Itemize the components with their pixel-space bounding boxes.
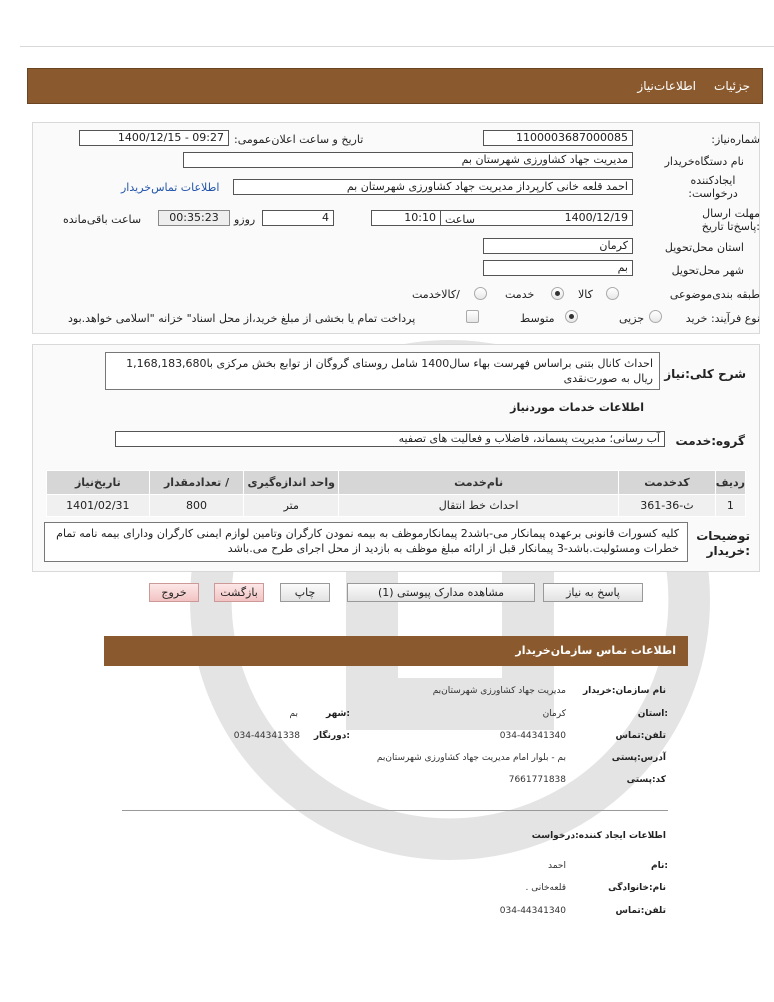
- summary-text-field: احداث کانال بتنی براساس فهرست بهاء سال1400 شامل روستای گروگان از توابع بخش مرکزی با1,168,183,680 ریال به صورت‌نقدی: [105, 352, 660, 390]
- contact-address-label: آدرس:پستی: [611, 753, 666, 763]
- deadline-time-label: ساعت: [445, 213, 475, 226]
- cell-service-name: احداث خط انتقال: [339, 495, 619, 517]
- buyer-notes-label: توضیحات :خریدار: [696, 529, 750, 558]
- process-partial-label: جزیی: [619, 312, 645, 325]
- creator-family-value: قلعه‌خانی .: [525, 883, 566, 893]
- process-medium-label: متوسط: [520, 312, 555, 325]
- buyer-contact-bar: [104, 636, 688, 666]
- process-medium-radio[interactable]: [565, 310, 578, 323]
- creator-family-label: نام:خانوادگی: [608, 883, 666, 893]
- exit-button[interactable]: خروج: [149, 583, 199, 602]
- cell-quantity: 800: [149, 495, 244, 517]
- tab-details[interactable]: جزئیات: [714, 79, 750, 93]
- province-field: کرمان: [483, 238, 633, 254]
- buyer-notes-field: کلیه کسورات قانونی برعهده پیمانکار می-باشد2 پیمانکارموظف به بیمه نمودن کارگران وتامین لوازم ایمنی کارگران ودارای بیمه نامه تمام خطرات ومسئولیت.باشد-3 پیمانکار قبل از ارائه مبلغ موظف به بازدید از محل اجرای طرح می.باشد: [44, 522, 688, 562]
- creator-name-label: :نام: [651, 861, 668, 871]
- section-divider: [122, 810, 668, 811]
- th-service-name: نام‌خدمت: [339, 471, 619, 495]
- category-goods-service-radio[interactable]: [474, 287, 487, 300]
- service-group-label: گروه:خدمت: [675, 434, 745, 448]
- announce-datetime-field: 1400/12/15 - 09:27: [79, 130, 229, 146]
- city-label: شهر محل‌تحویل: [671, 264, 744, 277]
- need-number-label: شماره‌نیاز:: [711, 133, 760, 146]
- treasury-payment-label: پرداخت تمام یا بخشی از مبلغ خرید،از محل اسناد" خزانه "اسلامی خواهد.بود: [68, 312, 416, 325]
- services-title: اطلاعات خدمات موردنیاز: [510, 401, 644, 414]
- creator-phone-label: تلفن:تماس: [615, 906, 666, 916]
- th-row: ردیف: [715, 471, 745, 495]
- th-quantity: / تعدادمقدار: [149, 471, 244, 495]
- reply-button[interactable]: پاسخ به نیاز: [543, 583, 643, 602]
- creator-info-title: اطلاعات ایجاد کننده:درخواست: [531, 831, 666, 841]
- th-need-date: تاریخ‌نیاز: [47, 471, 150, 495]
- services-table: [46, 470, 746, 517]
- days-label: روزو: [234, 213, 256, 226]
- buyer-org-field: مدیریت جهاد کشاورزی شهرستان بم: [183, 152, 633, 168]
- back-button[interactable]: بازگشت: [214, 583, 264, 602]
- city-field: بم: [483, 260, 633, 276]
- print-button[interactable]: چاپ: [280, 583, 330, 602]
- th-service-code: کدخدمت: [619, 471, 716, 495]
- category-service-label: خدمت: [505, 288, 535, 301]
- attachments-button[interactable]: مشاهده مدارک پیوستی (1): [347, 583, 535, 602]
- contact-city-label: :شهر: [326, 709, 350, 719]
- header-bar: [27, 68, 763, 104]
- category-goods-service-label: /کالاخدمت: [412, 288, 460, 301]
- category-goods-radio[interactable]: [606, 287, 619, 300]
- contact-address-value: بم - بلوار امام مدیریت جهاد کشاورزی شهرستان‌بم: [376, 753, 566, 763]
- remaining-time-field: 00:35:23: [158, 210, 230, 226]
- announce-datetime-label: تاریخ و ساعت اعلان‌عمومی:: [234, 133, 364, 146]
- cell-row: 1: [715, 495, 745, 517]
- creator-label: ایجادکننده درخواست:: [688, 174, 738, 200]
- buyer-contact-link[interactable]: اطلاعات تماس‌خریدار: [121, 181, 220, 194]
- category-goods-label: کالا: [578, 288, 593, 301]
- treasury-payment-checkbox[interactable]: [466, 310, 479, 323]
- reply-deadline-label: مهلت ارسال :پاسخ‌تا تاریخ: [701, 207, 760, 233]
- contact-fax-label: :دورنگار: [313, 731, 350, 741]
- need-number-field: 1100003687000085: [483, 130, 633, 146]
- category-label: طبقه بندی‌موضوعی: [669, 288, 760, 301]
- top-divider: [20, 46, 774, 47]
- summary-label: شرح کلی:نیاز: [664, 367, 746, 381]
- contact-phone-value: 034-44341340: [499, 731, 566, 741]
- deadline-time-field: 10:10: [371, 210, 441, 226]
- th-unit: واحد اندازه‌گیری: [244, 471, 339, 495]
- table-header-row: [47, 471, 746, 495]
- contact-org-value: مدیریت جهاد کشاورزی شهرستان‌بم: [432, 686, 566, 696]
- creator-name-value: احمد: [548, 861, 566, 871]
- contact-phone-label: تلفن:تماس: [615, 731, 666, 741]
- buyer-contact-title: اطلاعات تماس سازمان‌خریدار: [515, 644, 676, 657]
- contact-postal-value: 7661771838: [508, 775, 566, 785]
- creator-field: احمد قلعه خانی کارپرداز مدیریت جهاد کشاورزی شهرستان بم: [233, 179, 633, 195]
- creator-phone-value: 034-44341340: [499, 906, 566, 916]
- cell-service-code: ث-36-361: [619, 495, 716, 517]
- days-field: 4: [262, 210, 334, 226]
- service-group-field: آب رسانی؛ مدیریت پسماند، فاضلاب و فعالیت های تصفیه: [115, 431, 665, 447]
- process-type-label: نوع فرآیند: خرید: [685, 312, 760, 325]
- contact-org-label: نام سازمان:خریدار: [582, 686, 666, 696]
- table-row: [47, 495, 746, 517]
- contact-province-value: کرمان: [542, 709, 566, 719]
- remaining-time-label: ساعت باقی‌مانده: [63, 213, 142, 226]
- contact-city-value: بم: [289, 709, 298, 719]
- cell-unit: متر: [244, 495, 339, 517]
- tab-need-info[interactable]: اطلاعات‌نیاز: [637, 79, 696, 93]
- process-partial-radio[interactable]: [649, 310, 662, 323]
- category-service-radio[interactable]: [551, 287, 564, 300]
- contact-postal-label: کد:پستی: [626, 775, 666, 785]
- contact-province-label: :استان: [637, 709, 668, 719]
- cell-need-date: 1401/02/31: [47, 495, 150, 517]
- province-label: استان محل‌تحویل: [664, 241, 744, 254]
- deadline-date-field: 1400/12/19: [371, 210, 633, 226]
- contact-fax-value: 034-44341338: [233, 731, 300, 741]
- buyer-org-label: نام دستگاه‌خریدار: [664, 155, 744, 168]
